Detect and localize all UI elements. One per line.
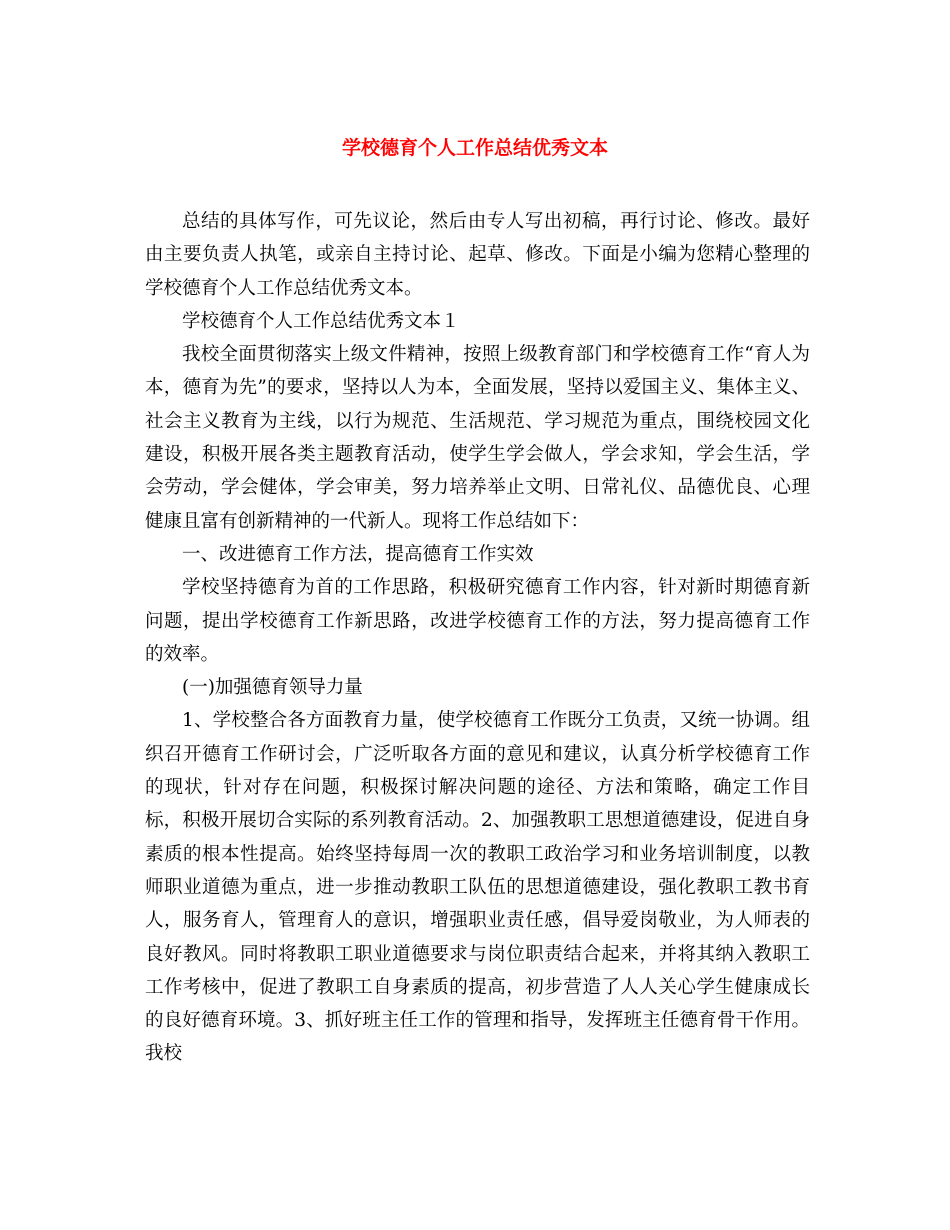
body-paragraph: 1、学校整合各方面教育力量，使学校德育工作既分工负责，又统一协调。组织召开德育工作研讨会，广泛听取各方面的意见和建议，认真分析学校德育工作的现状，针对存在问题，积极探讨解决问题的途径、方法和策略，确定工作目标，积极开展切合实际的系列教育活动。2、加强教职工思想道德建设，促进自身素质的根本性提高。始终坚持每周一次的教职工政治学习和业务培训制度，以教师职业道德为重点，进一步推动教职工队伍的思想道德建设，强化教职工教书育人，服务育人，管理育人的意识，增强职业责任感，倡导爱岗敬业，为人师表的良好教风。同时将教职工职业道德要求与岗位职责结合起来，并将其纳入教职工工作考核中，促进了教职工自身素质的提高，初步营造了人人关心学生健康成长的良好德育环境。3、抓好班主任工作的管理和指导，发挥班主任德育骨干作用。我校 — [145, 710, 810, 1065]
subsection-heading-1: (一)加强德育领导力量 — [182, 677, 363, 699]
section-heading-1: 一、改进德育工作方法，提高德育工作实效 — [182, 543, 534, 565]
document-title: 学校德育个人工作总结优秀文本 — [341, 137, 608, 159]
body-paragraph: 我校全面贯彻落实上级文件精神，按照上级教育部门和学校德育工作“育人为本，德育为先”的要求，坚持以人为本，全面发展，坚持以爱国主义、集体主义、社会主义教育为主线，以行为规范、生活规范、学习规范为重点，围绕校园文化建设，积极开展各类主题教育活动，使学生学会做人，学会求知，学会生活，学会劳动，学会健体，学会审美，努力培养举止文明、日常礼仪、品德优良、心理健康且富有创新精神的一代新人。现将工作总结如下： — [145, 344, 810, 532]
body-paragraph: 学校坚持德育为首的工作思路，积极研究德育工作内容，针对新时期德育新问题，提出学校德育工作新思路，改进学校德育工作的方法，努力提高德育工作的效率。 — [145, 577, 810, 665]
document-body — [145, 205, 810, 1071]
intro-paragraph: 总结的具体写作，可先议论，然后由专人写出初稿，再行讨论、修改。最好由主要负责人执笔，或亲自主持讨论、起草、修改。下面是小编为您精心整理的学校德育个人工作总结优秀文本。 — [145, 211, 810, 299]
section-heading-text-1: 学校德育个人工作总结优秀文本１ — [182, 310, 460, 332]
